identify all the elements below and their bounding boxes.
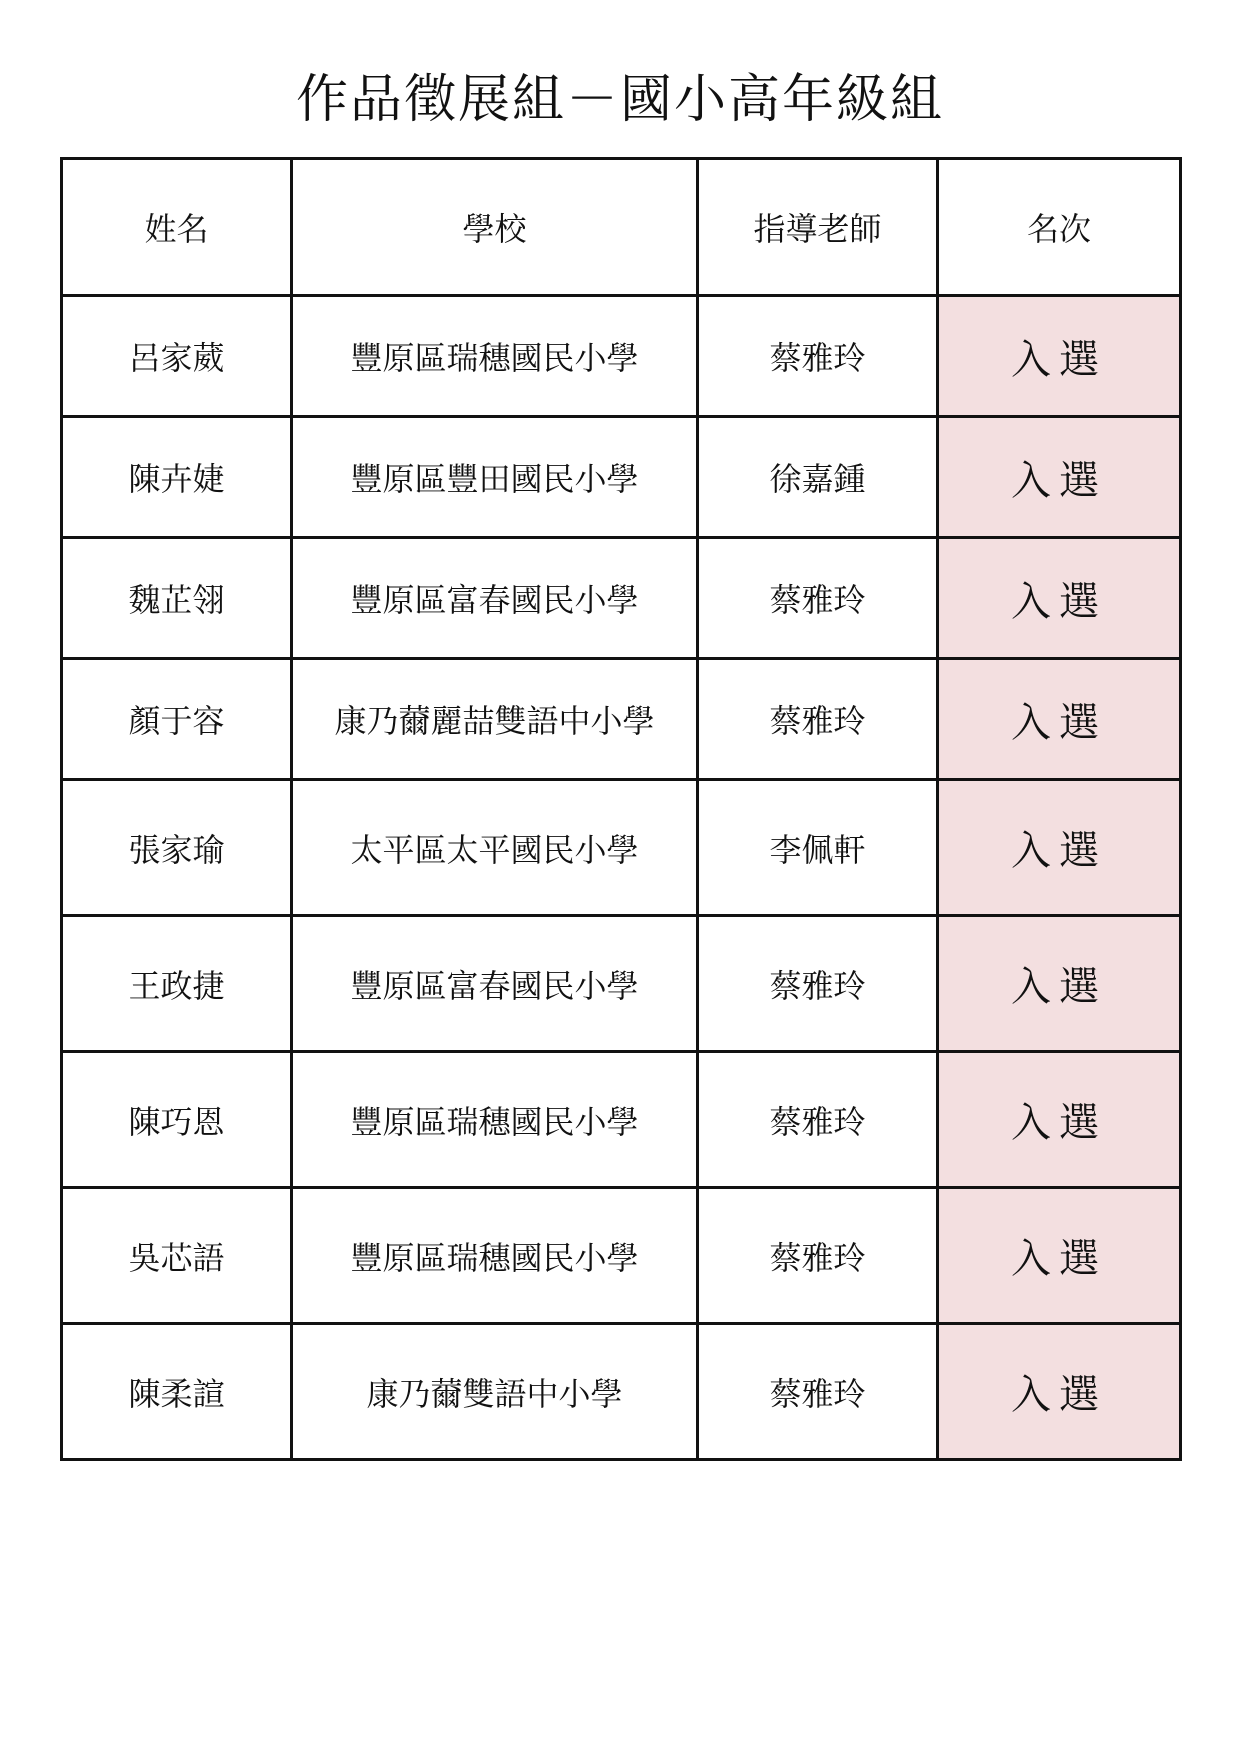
table-row <box>62 1324 1181 1460</box>
cell-rank: 入選 <box>938 1188 1181 1324</box>
cell-teacher: 蔡雅玲 <box>698 296 938 417</box>
cell-name: 張家瑜 <box>62 780 292 916</box>
cell-teacher: 徐嘉鍾 <box>698 417 938 538</box>
cell-teacher: 李佩軒 <box>698 780 938 916</box>
table-row <box>62 417 1181 538</box>
table-row <box>62 1052 1181 1188</box>
cell-name: 陳巧恩 <box>62 1052 292 1188</box>
cell-rank: 入選 <box>938 1052 1181 1188</box>
cell-rank: 入選 <box>938 296 1181 417</box>
cell-teacher: 蔡雅玲 <box>698 1052 938 1188</box>
cell-name: 陳卉婕 <box>62 417 292 538</box>
header-school: 學校 <box>292 159 698 296</box>
table-row <box>62 538 1181 659</box>
page-title: 作品徵展組－國小高年級組 <box>295 70 944 130</box>
cell-school: 康乃薾麗喆雙語中小學 <box>292 659 698 780</box>
cell-school: 豐原區富春國民小學 <box>292 916 698 1052</box>
header-name: 姓名 <box>62 159 292 296</box>
cell-rank: 入選 <box>938 1324 1181 1460</box>
cell-school: 康乃薾雙語中小學 <box>292 1324 698 1460</box>
cell-rank: 入選 <box>938 916 1181 1052</box>
cell-school: 太平區太平國民小學 <box>292 780 698 916</box>
table-row <box>62 780 1181 916</box>
cell-rank: 入選 <box>938 780 1181 916</box>
cell-rank: 入選 <box>938 417 1181 538</box>
cell-teacher: 蔡雅玲 <box>698 916 938 1052</box>
header-rank: 名次 <box>938 159 1181 296</box>
cell-name: 陳柔諠 <box>62 1324 292 1460</box>
cell-rank: 入選 <box>938 659 1181 780</box>
cell-name: 魏芷翎 <box>62 538 292 659</box>
header-teacher: 指導老師 <box>698 159 938 296</box>
cell-name: 吳芯語 <box>62 1188 292 1324</box>
cell-teacher: 蔡雅玲 <box>698 1188 938 1324</box>
cell-school: 豐原區瑞穗國民小學 <box>292 1188 698 1324</box>
table-row <box>62 659 1181 780</box>
cell-school: 豐原區瑞穗國民小學 <box>292 296 698 417</box>
cell-name: 呂家葳 <box>62 296 292 417</box>
cell-school: 豐原區豐田國民小學 <box>292 417 698 538</box>
cell-rank: 入選 <box>938 538 1181 659</box>
cell-teacher: 蔡雅玲 <box>698 659 938 780</box>
cell-name: 顏于容 <box>62 659 292 780</box>
table-row <box>62 1188 1181 1324</box>
table-row <box>62 296 1181 417</box>
results-table <box>60 157 1182 1461</box>
cell-name: 王政捷 <box>62 916 292 1052</box>
cell-teacher: 蔡雅玲 <box>698 1324 938 1460</box>
table-row <box>62 916 1181 1052</box>
table-header-row <box>62 159 1181 296</box>
cell-school: 豐原區瑞穗國民小學 <box>292 1052 698 1188</box>
cell-school: 豐原區富春國民小學 <box>292 538 698 659</box>
cell-teacher: 蔡雅玲 <box>698 538 938 659</box>
